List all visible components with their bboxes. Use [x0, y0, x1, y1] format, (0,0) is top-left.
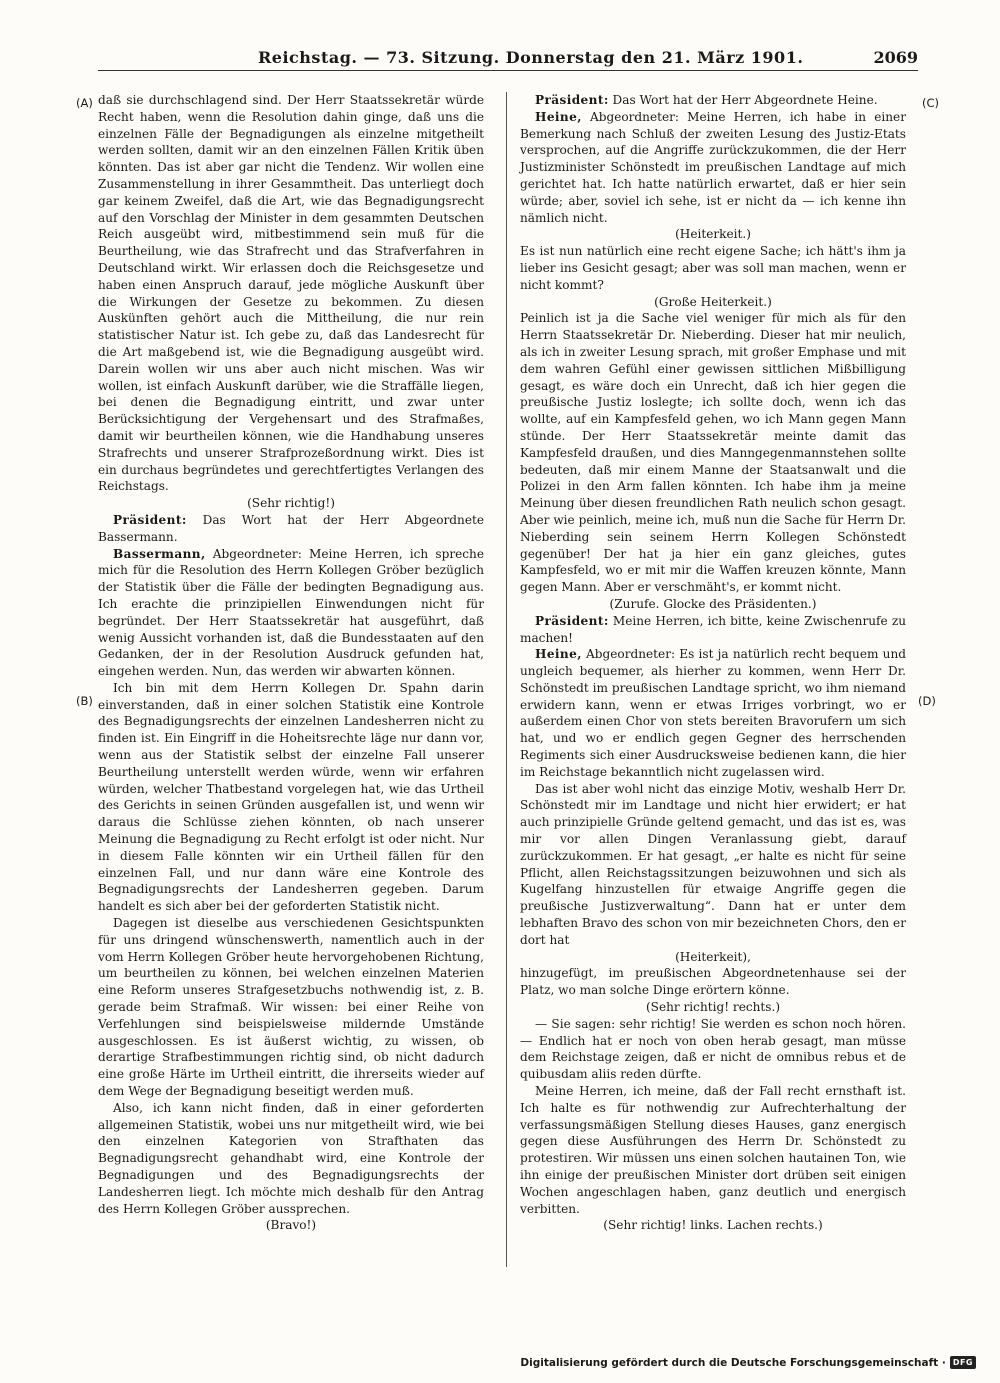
paragraph: — Sie sagen: sehr richtig! Sie werden es schon noch hören. — Endlich hat er noch von oben herab gesagt, man müsse dem Reichstage zeigen, daß er nicht de omnibus rebus et de quibusdam aliis reden dürfte. — [520, 1016, 906, 1082]
dfg-logo: DFG — [950, 1356, 976, 1369]
speaker-name: Präsident: — [535, 613, 609, 628]
paragraph — [98, 546, 484, 680]
left-column — [98, 92, 484, 1234]
paragraph — [520, 613, 906, 647]
margin-marker-b: (B) — [76, 694, 93, 708]
speaker-name: Heine, — [535, 109, 582, 124]
speaker-name: Heine, — [535, 647, 582, 662]
paragraph-text: Das Wort hat der Herr Abgeordnete Bassermann. — [98, 512, 484, 544]
paragraph: Es ist nun natürlich eine recht eigene Sache; ich hätt's ihm ja lieber ins Gesicht gesagt; aber was soll man machen, wenn er nicht kommt? — [520, 244, 906, 292]
column-divider — [506, 92, 507, 1267]
interjection: (Bravo!) — [265, 1218, 317, 1233]
interjection: (Große Heiterkeit.) — [654, 294, 772, 309]
paragraph: Dagegen ist dieselbe aus verschiedenen Gesichtspunkten für uns dringend wünschenswerth, namentlich auch in der vom Herrn Kollegen Gröber heute hervorgehobenen Richtung, um beurtheilen zu können, bei welchen einzelnen Materien eine Reform unseres Strafgesetzbuchs nothwendig ist, z. B. gerade beim Strafmaß. Wir wissen: bei einer Reihe von Verfehlungen sind beispielsweise mildernde Umstände ausgeschlossen. Es ist äußerst wichtig, zu wissen, ob derartige Strafbestimmungen richtig sind, ob nicht dadurch eine große Härte im Urtheil eintritt, die ihrerseits wieder auf dem Wege der Begnadigung beseitigt werden muß. — [98, 916, 484, 1099]
page-header — [98, 46, 918, 72]
interjection: (Sehr richtig! rechts.) — [645, 1000, 781, 1015]
paragraph: daß sie durchschlagend sind. Der Herr Staatssekretär würde Recht haben, wenn die Resolution dahin ginge, daß uns die einzelnen Fälle der Begnadigungen als einzelne mitgetheilt werden sollten, damit wir an den einzelnen Fällen Kritik üben könnten. Das ist aber gar nicht die Tendenz. Wir wollen eine Zusammenstellung in ihrer Gesammtheit. Das unterliegt doch gar keinem Zweifel, daß die Art, wie das Begnadigungsrecht auf den Vorschlag der Minister in dem gesammten Deutschen Reich ausgeübt wird, mitbestimmend sein muß für die Beurtheilung, wie das Strafrecht und das Strafverfahren in Deutschland wirkt. Wir erlassen doch die Reichsgesetze und haben einen Anspruch darauf, jede mögliche Auskunft über die Wirkungen der Gesetze zu bekommen. Zu diesen Auskünften gehört auch die Mittheilung, die nur rein statistischer Natur ist. Ich gebe zu, daß das Landesrecht für die Art maßgebend ist, wie die Begnadigung ausgeübt wird. Darein wollen wir uns aber auch nicht mischen. Was wir wollen, ist einfach Auskunft darüber, wie die Straffälle liegen, bei denen die Begnadigung eintritt, und zwar unter Berücksichtigung der Vergehensart und des Strafmaßes, damit wir beurtheilen können, wie die Handhabung unseres Strafrechts und unserer Strafprozeßordnung wirkt. Dies ist ein durchaus begründetes und gerechtfertigtes Verlangen des Reichstags. — [98, 93, 484, 494]
paragraph: Also, ich kann nicht finden, daß in einer geforderten allgemeinen Statistik, wobei uns nur mitgetheilt wird, wie bei den einzelnen Kategorien von Strafthaten das Begnadigungsrecht gehandhabt wird, eine Kontrole der Begnadigungen und des Begnadigungsrechts der Landesherren liegt. Ich möchte mich deshalb für den Antrag des Herrn Kollegen Gröber aussprechen. — [98, 1100, 484, 1216]
paragraph: Ich bin mit dem Herrn Kollegen Dr. Spahn darin einverstanden, daß in einer solchen Statistik eine Kontrole des Begnadigungsrechts der einzelnen Landesherren nicht zu finden ist. Ein Eingriff in die Hoheitsrechte läge nur dann vor, wenn aus der Statistik selbst der einzelne Fall unserer Beurtheilung unterstellt werden würde, wenn wir erfahren würden, welcher Thatbestand vorgelegen hat, wie das Urtheil des Gerichts in seinen Gründen ausgefallen ist, und wenn wir daraus die Schlüsse ziehen könnten, ob nach unserer Meinung die Begnadigung zu Recht erfolgt ist oder nicht. Nur in diesem Falle könnten wir ein Urtheil fällen für den einzelnen Fall, und nur dann wäre eine Kontrole des Begnadigungsrechts der Landesherren gegeben. Darum handelt es sich aber bei der geforderten Statistik nicht. — [98, 680, 484, 914]
interjection: (Heiterkeit), — [675, 949, 751, 964]
interjection: (Zurufe. Glocke des Präsidenten.) — [609, 596, 817, 611]
header-rule — [98, 70, 918, 71]
paragraph — [520, 109, 906, 227]
paragraph-text: Meine Herren, ich bitte, keine Zwischenrufe zu machen! — [520, 613, 906, 645]
page-title: Reichstag. — 73. Sitzung. Donnerstag den 21. März 1901. — [258, 48, 804, 67]
paragraph-text: Abgeordneter: Meine Herren, ich habe in einer Bemerkung nach Schluß der zweiten Lesung des Justiz-Etats versprochen, auf die Angriffe zurückzukommen, die der Herr Justizminister Schönstedt im preußischen Landtage auf mich gerichtet hat. Ich hatte natürlich erwartet, daß er hier sein würde; aber, soviel ich sehe, ist er nicht da — ich kenne ihn nämlich nicht. — [520, 109, 906, 225]
paragraph-text: Das Wort hat der Herr Abgeordnete Heine. — [608, 93, 878, 107]
margin-marker-c: (C) — [922, 96, 940, 110]
paragraph-text: Abgeordneter: Meine Herren, ich spreche mich für die Resolution des Herrn Kollegen Gröber bezüglich der Statistik über die Fälle der bedingten Begnadigung aus. Ich erachte die prinzipiellen Einwendungen nicht für begründet. Der Herr Staatssekretär hat ausgeführt, daß wenig Aussicht vorhanden ist, daß die Bundesstaaten auf den Gedanken, der in der Resolution Ausdruck gefunden hat, eingehen werden. Nun, das werden wir abwarten können. — [98, 546, 484, 679]
interjection: (Heiterkeit.) — [675, 227, 751, 242]
page-number: 2069 — [873, 48, 918, 67]
margin-marker-d: (D) — [918, 694, 936, 708]
speaker-name: Präsident: — [535, 93, 609, 107]
margin-marker-a: (A) — [76, 96, 93, 110]
paragraph: hinzugefügt, im preußischen Abgeordnetenhause sei der Platz, wo man solche Dinge erörtern könne. — [520, 966, 906, 998]
right-column — [520, 92, 906, 1234]
speaker-name: Bassermann, — [113, 546, 206, 561]
footer-credit: Digitalisierung gefördert durch die Deutsche Forschungsgemeinschaft · — [520, 1356, 946, 1369]
paragraph: Das ist aber wohl nicht das einzige Motiv, weshalb Herr Dr. Schönstedt mir im Landtage und nicht hier erwidert; er hat auch prinzipielle Gründe geltend gemacht, und das ist es, was mir vor allen Dingen Veranlassung giebt, darauf zurückzukommen. Er hat gesagt, „er halte es nicht für seine Pflicht, allen Reichstagssitzungen beizuwohnen und sich als Kugelfang hinzustellen für etwaige Angriffe gegen die preußische Justizverwaltung“. Dann hat er unter dem lebhaften Bravo des schon von mir bezeichneten Chors, den er dort hat — [520, 781, 906, 947]
interjection: (Sehr richtig!) — [247, 496, 335, 511]
paragraph — [520, 92, 906, 109]
paragraph: Meine Herren, ich meine, daß der Fall recht ernsthaft ist. Ich halte es für nothwendig zur Aufrechterhaltung der verfassungsmäßigen Stellung dieses Hauses, ganz energisch gegen diese Ausführungen des Herrn Dr. Schönstedt zu protestiren. Wir müssen uns einen solchen hautainen Ton, wie ihn einige der preußischen Minister dort drüben seit einigen Wochen angeschlagen haben, ganz deutlich und energisch verbitten. — [520, 1084, 906, 1216]
paragraph — [98, 512, 484, 546]
paragraph-text: Abgeordneter: Es ist ja natürlich recht bequem und ungleich bequemer, als hierher zu kommen, wenn Herr Dr. Schönstedt im preußischen Landtage spricht, wo ihm niemand erwidern kann, wenn er etwas Irriges vorbringt, wo er außerdem einen Chor von stets bereiten Bravorufern um sich hat, und wo er endlich gegen Gegner des herrschenden Regiments sich einer Ausdrucksweise bedienen kann, die hier im Reichstage bekanntlich nicht zugelassen wird. — [520, 647, 906, 779]
paragraph: Peinlich ist ja die Sache viel weniger für mich als für den Herrn Staatssekretär Dr. Nieberding. Dieser hat mir neulich, als ich in zweiter Lesung sprach, mit großer Emphase und mit dem wahren Gefühl einer gewissen sittlichen Mißbilligung gesagt, es wäre doch ein Unrecht, daß ich hier gegen die preußische Justiz loslegte; ich sollte doch, wenn ich das wollte, auf ein Kampfesfeld gehen, wo ich Mann gegen Mann stünde. Der Herr Staatssekretär meinte damit das Kampfesfeld draußen, und dies Manngegenmannstehen sollte bedeuten, daß mir einem Manne der Staatsanwalt und die Polizei in den Arm fallen könnten. Ich habe ihm ja meine Meinung über diesen freundlichen Rath neulich schon gesagt. Aber wie peinlich, meine ich, muß nun die Sache für Herrn Dr. Nieberding sein seinem Herrn Kollegen Schönstedt gegenüber! Der hat ja hier ein ganz gleiches, gutes Kampfesfeld, wo er mit mir die Waffen kreuzen könnte, Mann gegen Mann. Aber er verschmäht's, er kommt nicht. — [520, 311, 906, 595]
speaker-name: Präsident: — [113, 512, 187, 527]
interjection: (Sehr richtig! links. Lachen rechts.) — [603, 1218, 823, 1233]
paragraph — [520, 646, 906, 780]
footer — [520, 1356, 976, 1369]
